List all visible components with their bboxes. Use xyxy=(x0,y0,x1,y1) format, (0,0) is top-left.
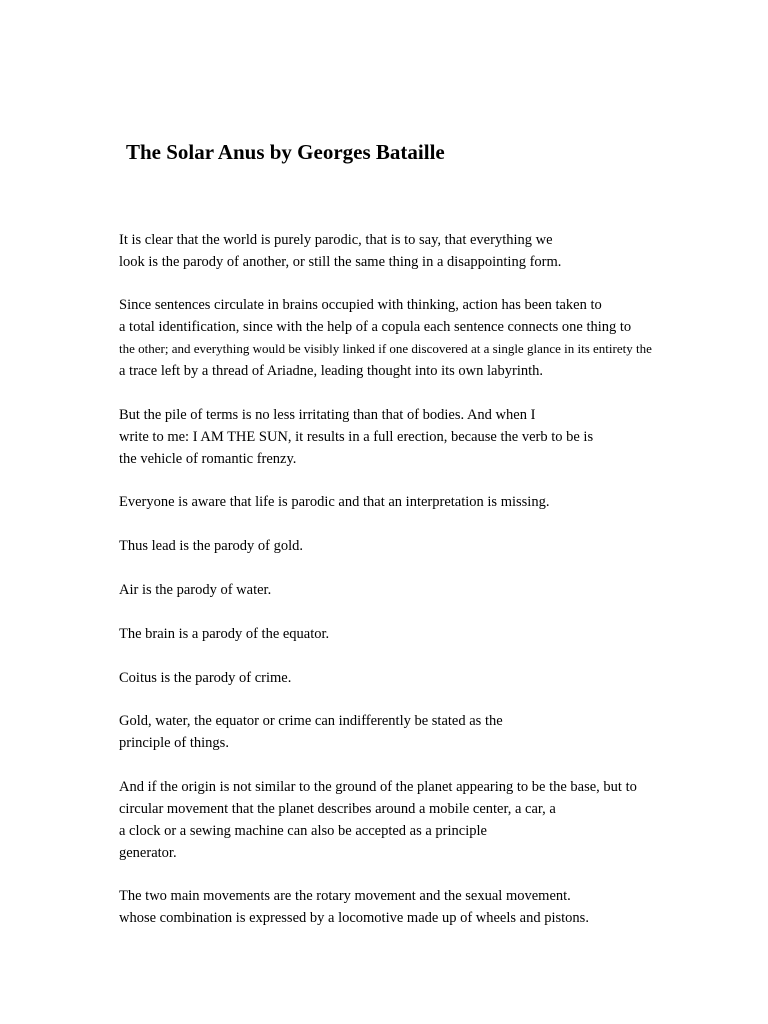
text-line: generator. xyxy=(119,845,177,861)
text-line: whose combination is expressed by a locomotive made up of wheels and pistons. xyxy=(119,910,589,926)
text-line: a clock or a sewing machine can also be accepted as a principle xyxy=(119,823,487,839)
text-line: circular movement that the planet describes around a mobile center, a car, a xyxy=(119,801,556,817)
text-line: And if the origin is not similar to the ground of the planet appearing to be the base, but to xyxy=(119,779,637,795)
text-line: Gold, water, the equator or crime can indifferently be stated as the xyxy=(119,713,503,729)
text-line: Air is the parody of water. xyxy=(119,582,272,598)
text-line: Coitus is the parody of crime. xyxy=(119,670,292,686)
text-line: It is clear that the world is purely parodic, that is to say, that everything we xyxy=(119,232,553,248)
text-line: Since sentences circulate in brains occupied with thinking, action has been taken to xyxy=(119,297,602,313)
text-line: the vehicle of romantic frenzy. xyxy=(119,451,297,467)
document-title: The Solar Anus by Georges Bataille xyxy=(126,140,445,164)
text-line: The brain is a parody of the equator. xyxy=(119,626,330,642)
text-line: a total identification, since with the help of a copula each sentence connects one thing to xyxy=(119,319,632,335)
text-line: But the pile of terms is no less irritating than that of bodies. And when I xyxy=(119,407,536,423)
text-line: Thus lead is the parody of gold. xyxy=(119,538,304,554)
text-line: The two main movements are the rotary movement and the sexual movement. xyxy=(119,888,571,904)
text-line: Everyone is aware that life is parodic and that an interpretation is missing. xyxy=(119,494,550,510)
text-line: write to me: I AM THE SUN, it results in a full erection, because the verb to be is xyxy=(119,429,594,445)
text-line: look is the parody of another, or still the same thing in a disappointing form. xyxy=(119,254,562,270)
text-line: principle of things. xyxy=(119,735,229,751)
text-line: the other; and everything would be visibly linked if one discovered at a single glance in its entirety the xyxy=(119,341,652,356)
text-line: a trace left by a thread of Ariadne, leading thought into its own labyrinth. xyxy=(119,363,544,379)
